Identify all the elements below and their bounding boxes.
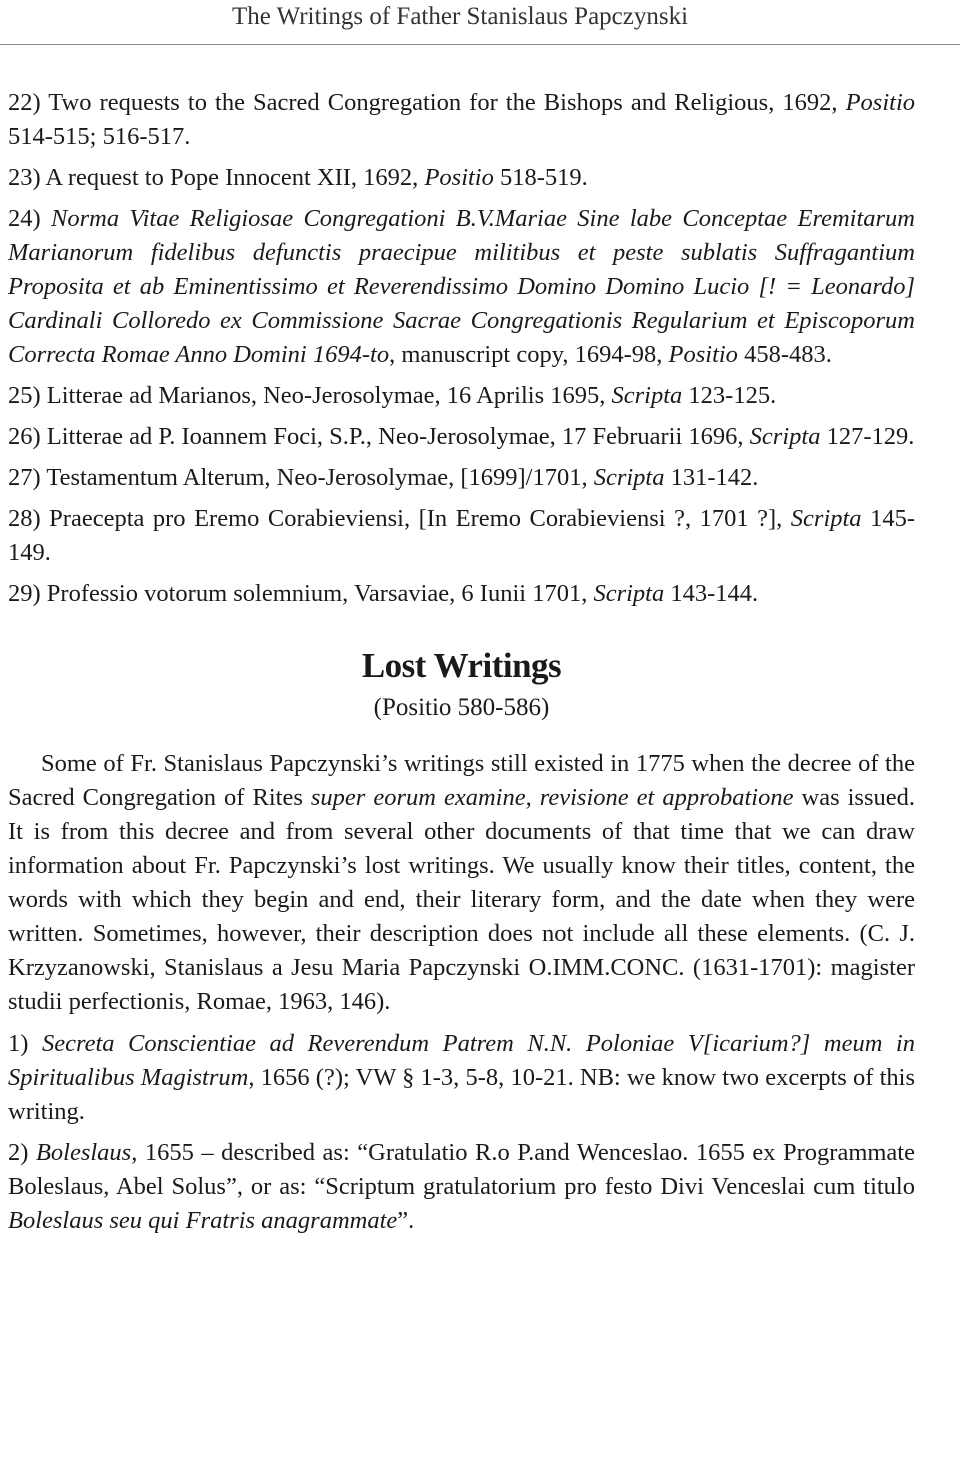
header-title: The Writings of Father Stanislaus Papczynski [231, 3, 689, 30]
entry-22 [8, 86, 915, 154]
entry-text: 1) [8, 1030, 42, 1057]
intro-text: Some of Fr. Stanislaus Papczynski’s writings still existed in 1775 when the decree of the Sacred Congregation of Rites [8, 750, 915, 811]
intro-paragraph [8, 747, 915, 1019]
entry-text: 29) Professio votorum solemnium, Varsaviae, 6 Iunii 1701, [8, 580, 594, 607]
entry-text: , 1656 (?); VW § 1-3, 5-8, 10-21. NB: we know two excerpts of this writing. [8, 1064, 915, 1125]
entry-italic: Scripta [593, 464, 665, 491]
entry-text: 2) [8, 1139, 36, 1166]
entry-italic: Positio [668, 341, 738, 368]
header-rule [0, 44, 960, 45]
entry-italic: Scripta [749, 423, 821, 450]
entry-text: , manuscript copy, 1694-98, [389, 341, 669, 368]
entry-text: 518-519. [493, 164, 588, 191]
page-body [8, 86, 915, 1238]
entry-text: 28) Praecepta pro Eremo Corabieviensi, [In Eremo Corabieviensi ?, 1701 ?], [8, 505, 791, 532]
entry-text: , 1655 – described as: “Gratulatio R.o P.and Wenceslao. 1655 ex Programmate Boleslaus, Abel Solus”, or as: “Scriptum gratulatorium pro festo Divi Venceslai cum titulo [8, 1139, 915, 1200]
entry-25 [8, 379, 915, 413]
section-heading: Lost Writings [361, 646, 562, 685]
entry-italic: Scripta [593, 580, 665, 607]
entry-24 [8, 202, 915, 372]
entry-italic: Secreta Conscientiae ad Reverendum Patrem N.N. Poloniae V[icarium?] meum in Spiritualibus Magistrum [8, 1030, 915, 1091]
entry-28 [8, 502, 915, 570]
intro-text: was issued. It is from this decree and from several other documents of that time that we can draw information about Fr. Papczynski’s lost writings. We usually know their titles, content, the words with which they begin and end, their literary form, and the date when they were written. Sometimes, however, their description does not include all these elements. (C. J. Krzyzanowski, Stanislaus a Jesu Maria Papczynski O.IMM.CONC. (1631-1701): magister studii perfectionis, Romae, 1963, 146). [8, 784, 916, 1015]
entry-italic: Boleslaus [35, 1139, 132, 1166]
entry-text: 514-515; 516-517. [8, 123, 191, 150]
lost-entry-2 [8, 1136, 915, 1238]
entry-text: 27) Testamentum Alterum, Neo-Jerosolymae, [1699]/1701, [8, 464, 594, 491]
entry-italic: Positio [424, 164, 494, 191]
entry-italic: Boleslaus seu qui Fratris anagrammate [8, 1207, 398, 1234]
entry-29 [8, 577, 915, 611]
entry-text: 23) A request to Pope Innocent XII, 1692, [8, 164, 425, 191]
running-header [0, 0, 960, 44]
lost-entry-1 [8, 1027, 915, 1129]
entry-italic: Positio [845, 89, 915, 116]
entry-text: 131-142. [664, 464, 759, 491]
entry-text: 127-129. [820, 423, 915, 450]
intro-italic: super eorum examine, revisione et approbatione [310, 784, 794, 811]
entry-text: ”. [397, 1207, 415, 1234]
section-subheading: (Positio 580-586) [373, 694, 550, 721]
entry-text: 25) Litterae ad Marianos, Neo-Jerosolymae, 16 Aprilis 1695, [8, 382, 612, 409]
entry-italic: Scripta [790, 505, 862, 532]
entry-italic: Scripta [611, 382, 683, 409]
entry-text: 123-125. [682, 382, 777, 409]
entry-text: 22) Two requests to the Sacred Congregation for the Bishops and Religious, 1692, [8, 89, 846, 116]
entry-text: 458-483. [737, 341, 832, 368]
entry-text: 145-149. [8, 505, 915, 566]
entry-text: 143-144. [664, 580, 759, 607]
entry-23 [8, 161, 915, 195]
entry-text: 24) [8, 205, 52, 232]
entry-26 [8, 420, 915, 454]
entry-italic: Norma Vitae Religiosae Congregationi B.V.Mariae Sine labe Conceptae Eremitarum Marianorum fidelibus defunctis praecipue militibus et peste sublatis Suffragantium Proposita et ab Eminentissimo et Reverendissimo Domino Domino Lucio [! = Leonardo] Cardinali Colloredo ex Commissione Sacrae Congregationis Regularium et Episcoporum Correcta Romae Anno Domini 1694-to [8, 205, 915, 368]
entry-27 [8, 461, 915, 495]
entry-text: 26) Litterae ad P. Ioannem Foci, S.P., Neo-Jerosolymae, 17 Februarii 1696, [8, 423, 750, 450]
